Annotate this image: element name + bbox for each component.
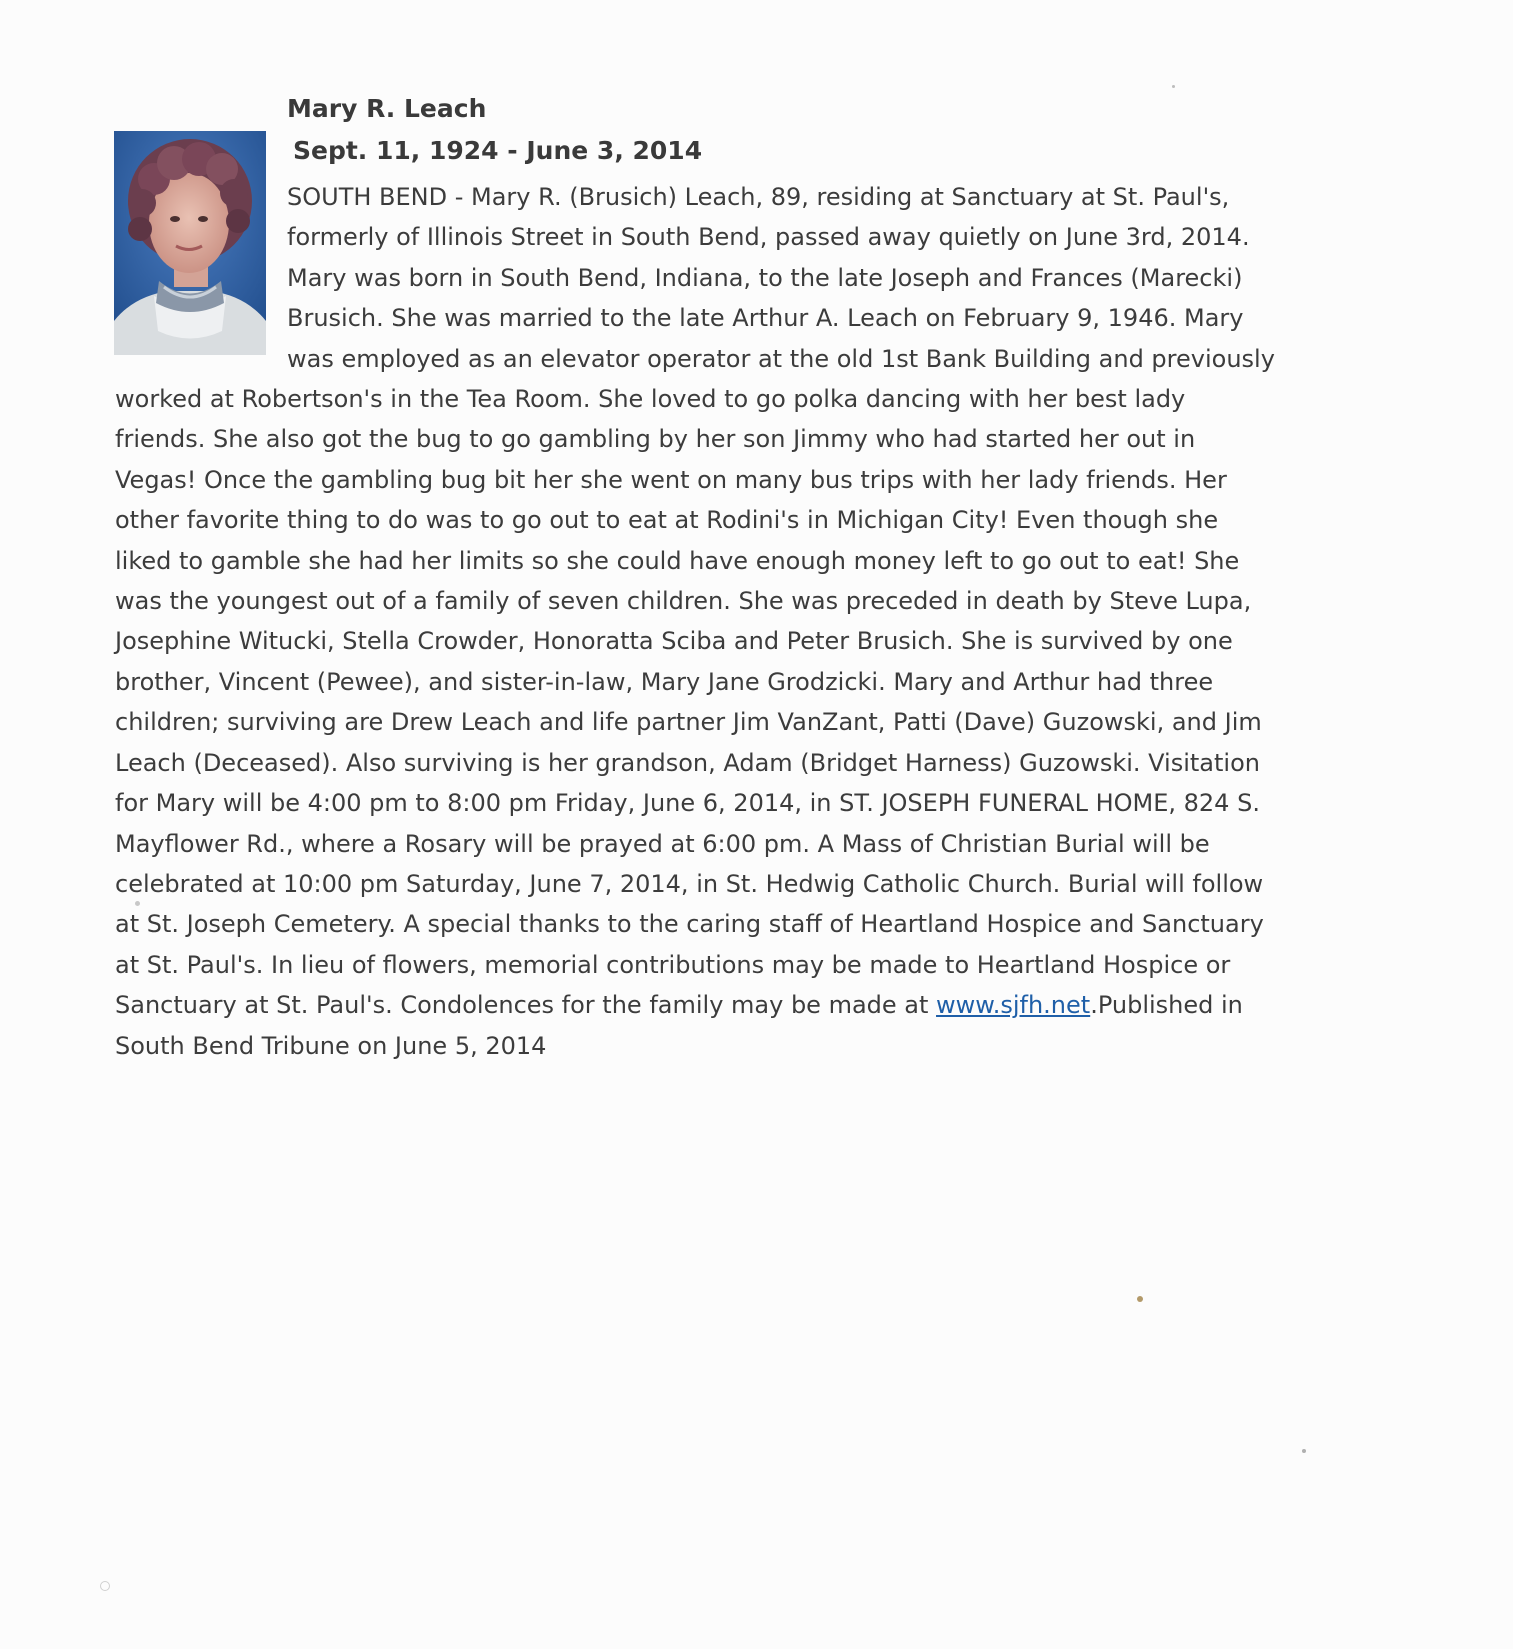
obituary-line: Josephine Witucki, Stella Crowder, Honoratta Sciba and Peter Brusich. She is survived by one [115,627,1233,656]
obituary-line: Vegas! Once the gambling bug bit her she went on many bus trips with her lady friends. Her [115,465,1227,494]
scan-speck [135,901,140,906]
obituary-line: SOUTH BEND - Mary R. (Brusich) Leach, 89, residing at Sanctuary at St. Paul's, [287,183,1230,211]
obituary-line: was employed as an elevator operator at the old 1st Bank Building and previously [287,344,1275,373]
obituary-line: Mayflower Rd., where a Rosary will be prayed at 6:00 pm. A Mass of Christian Burial will be [115,829,1210,858]
life-dates: Sept. 11, 1924 - June 3, 2014 [293,136,703,165]
obituary-line: South Bend Tribune on June 5, 2014 [115,1031,547,1060]
deceased-name: Mary R. Leach [287,94,487,123]
obituary-line-text: .Published in [1090,991,1243,1020]
obituary-line: Leach (Deceased). Also surviving is her grandson, Adam (Bridget Harness) Guzowski. Visitation [115,748,1260,777]
obituary-text [115,177,1415,1066]
obituary-line-text: Sanctuary at St. Paul's. Condolences for the family may be made at [115,991,937,1020]
obituary-line-with-link [115,985,1415,1025]
funeral-home-link[interactable]: www.sjfh.net [936,991,1091,1020]
obituary-line: other favorite thing to do was to go out to eat at Rodini's in Michigan City! Even though she [115,506,1219,535]
obituary-line: children; surviving are Drew Leach and life partner Jim VanZant, Patti (Dave) Guzowski, and Jim [115,708,1262,737]
obituary-line: at St. Joseph Cemetery. A special thanks to the caring staff of Heartland Hospice and Sanctuary [115,910,1264,939]
obituary-line: Brusich. She was married to the late Arthur A. Leach on February 9, 1946. Mary [287,304,1244,333]
obituary-line: celebrated at 10:00 pm Saturday, June 7, 2014, in St. Hedwig Catholic Church. Burial will follow [115,869,1264,898]
obituary-line: at St. Paul's. In lieu of flowers, memorial contributions may be made to Heartland Hospice or [115,950,1231,979]
obituary-line: liked to gamble she had her limits so she could have enough money left to go out to eat! She [115,546,1240,575]
obituary-line: Mary was born in South Bend, Indiana, to the late Joseph and Frances (Marecki) [287,263,1243,292]
obituary-line: friends. She also got the bug to go gambling by her son Jimmy who had started her out in [115,425,1196,454]
scan-speck [1137,1296,1143,1302]
scan-speck [1302,1449,1306,1453]
scan-speck [100,1581,110,1591]
obituary-line: for Mary will be 4:00 pm to 8:00 pm Friday, June 6, 2014, in ST. JOSEPH FUNERAL HOME, 824 S. [115,789,1260,818]
obituary-line: was the youngest out of a family of seven children. She was preceded in death by Steve Lupa, [115,587,1252,616]
obituary-line: formerly of Illinois Street in South Bend, passed away quietly on June 3rd, 2014. [287,223,1250,252]
obituary-line: worked at Robertson's in the Tea Room. She loved to go polka dancing with her best lady [115,385,1186,414]
scan-speck [1172,85,1175,88]
obituary-line: brother, Vincent (Pewee), and sister-in-law, Mary Jane Grodzicki. Mary and Arthur had three [115,667,1214,696]
